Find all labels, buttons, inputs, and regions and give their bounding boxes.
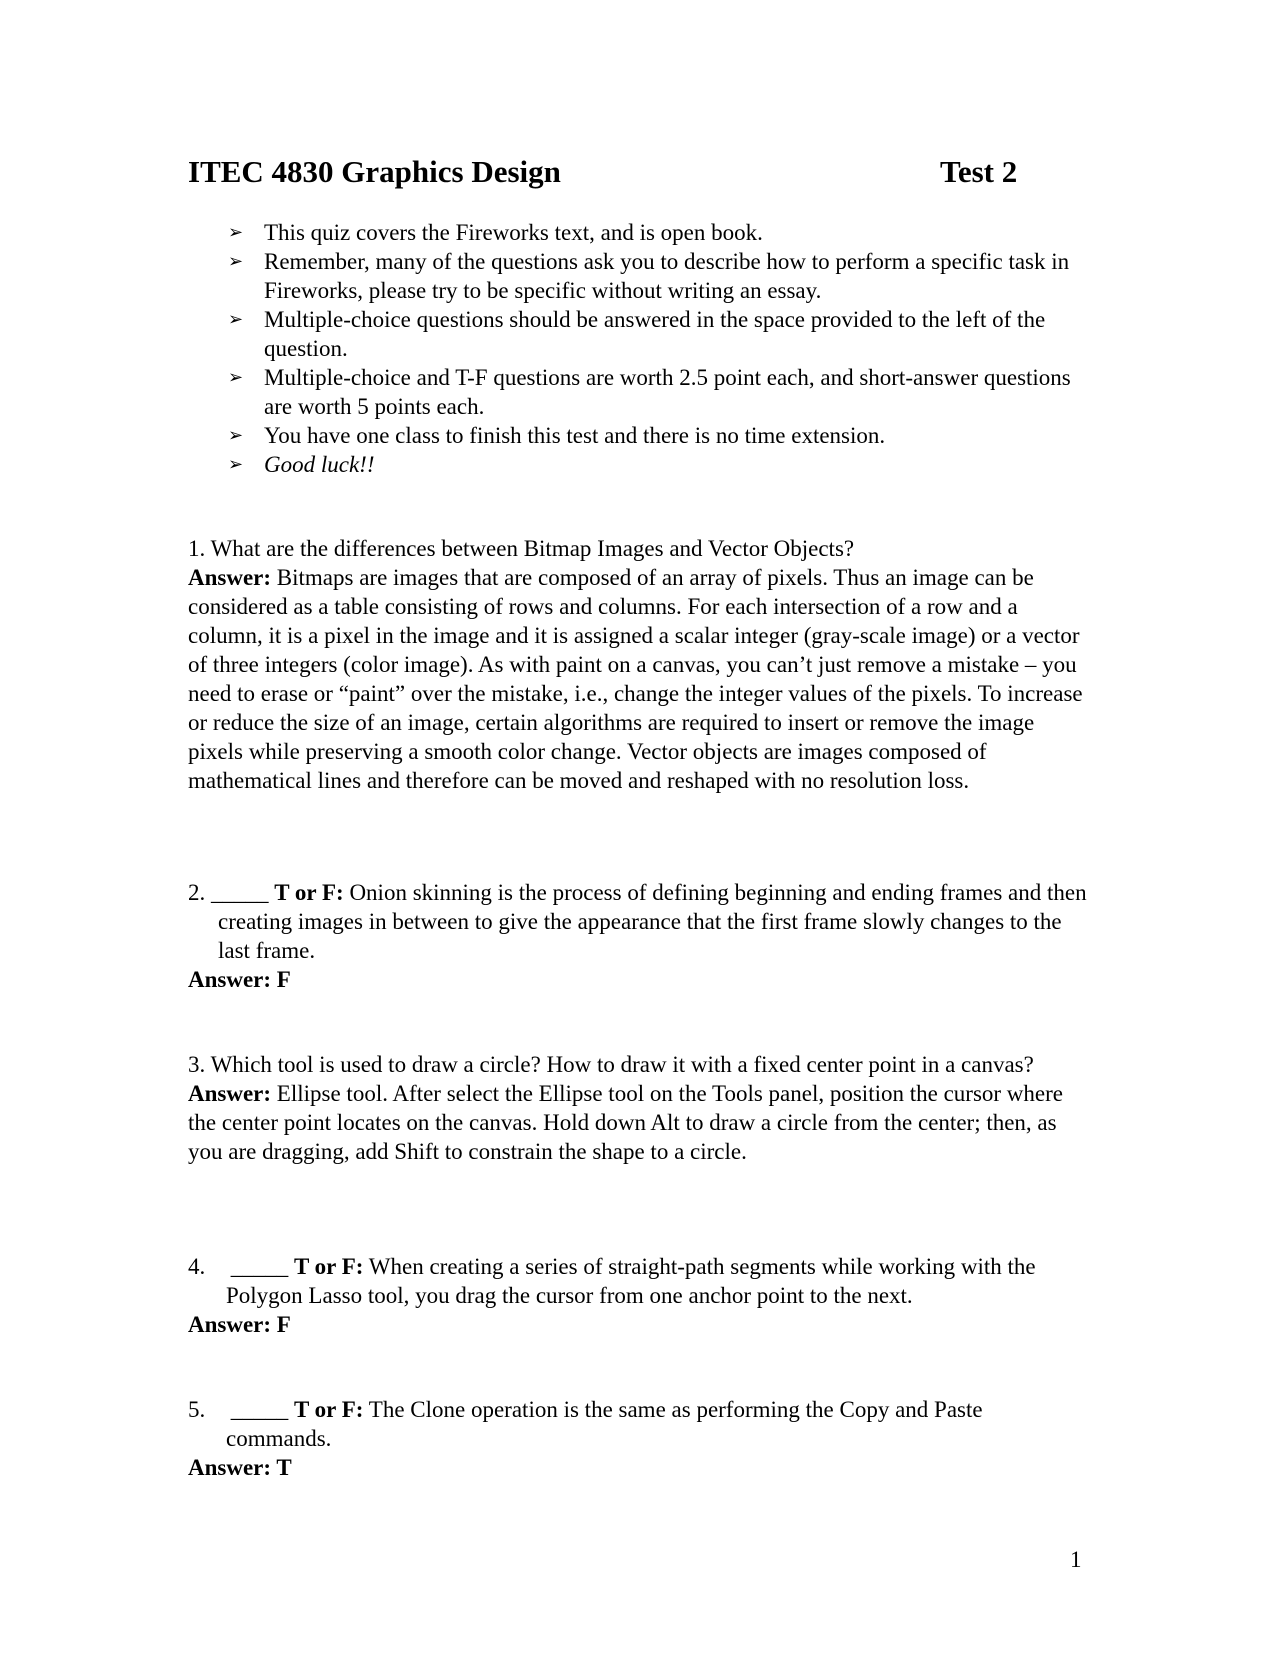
answer-label: Answer: F xyxy=(188,967,291,992)
list-item xyxy=(228,421,1088,450)
question-text: Onion skinning is the process of defining beginning and ending frames and then creating images in between to give the appearance that the first frame slowly changes to the last frame. xyxy=(218,880,1087,963)
question-type-label: T or F: xyxy=(274,880,344,905)
answer-text: Bitmaps are images that are composed of an array of pixels. Thus an image can be considered as a table consisting of rows and columns. For each intersection of a row and a column, it is a pixel in the image and it is assigned a scalar integer (gray-scale image) or a vector of three integers (color image). As with paint on a canvas, you can’t just remove a mistake – you need to erase or “paint” over the mistake, i.e., change the integer values of the pixels. To increase or reduce the size of an image, certain algorithms are required to insert or remove the image pixels while preserving a smooth color change. Vector objects are images composed of mathematical lines and therefore can be moved and reshaped with no resolution loss. xyxy=(188,565,1083,793)
list-item xyxy=(228,247,1088,305)
question-text: Which tool is used to draw a circle? How to draw it with a fixed center point in a canvas? xyxy=(210,1052,1034,1077)
question-5 xyxy=(188,1395,1088,1482)
answer-blank: _____ xyxy=(230,1254,289,1279)
course-title: ITEC 4830 Graphics Design xyxy=(188,154,561,189)
answer-blank: _____ xyxy=(230,1397,289,1422)
instruction-text: Multiple-choice and T-F questions are worth 2.5 point each, and short-answer questions are worth 5 points each. xyxy=(264,365,1071,419)
question-type-label: T or F: xyxy=(294,1254,364,1279)
answer-blank: _____ xyxy=(211,880,269,905)
arrow-bullet-icon: ➢ xyxy=(228,367,244,388)
answer-label: Answer: xyxy=(188,1081,272,1106)
question-text: What are the differences between Bitmap Images and Vector Objects? xyxy=(210,536,855,561)
question-2 xyxy=(188,878,1088,994)
page-title xyxy=(188,150,1028,194)
question-number: 2. xyxy=(188,880,206,905)
list-item xyxy=(228,305,1088,363)
question-prompt xyxy=(188,534,1088,563)
answer xyxy=(188,563,1088,795)
question-1 xyxy=(188,534,1088,795)
answer-label: Answer: F xyxy=(188,1312,291,1337)
question-number: 3. xyxy=(188,1052,206,1077)
question-text: When creating a series of straight-path segments while working with the Polygon Lasso tool, you drag the cursor from one anchor point to the next. xyxy=(226,1254,1036,1308)
answer-label: Answer: xyxy=(188,565,272,590)
question-text: The Clone operation is the same as performing the Copy and Paste commands. xyxy=(226,1397,983,1451)
instruction-text: You have one class to finish this test and there is no time extension. xyxy=(264,423,886,448)
question-3 xyxy=(188,1050,1088,1166)
instruction-text: Good luck!! xyxy=(264,452,375,477)
instruction-text: Multiple-choice questions should be answered in the space provided to the left of the question. xyxy=(264,307,1046,361)
arrow-bullet-icon: ➢ xyxy=(228,454,244,475)
instruction-text: Remember, many of the questions ask you to describe how to perform a specific task in Fireworks, please try to be specific without writing an essay. xyxy=(264,249,1070,303)
arrow-bullet-icon: ➢ xyxy=(228,251,244,272)
list-item xyxy=(228,218,1088,247)
arrow-bullet-icon: ➢ xyxy=(228,309,244,330)
answer-text: Ellipse tool. After select the Ellipse tool on the Tools panel, position the cursor where the center point locates on the canvas. Hold down Alt to draw a circle from the center; then, as you are dragging, add Shift to constrain the shape to a circle. xyxy=(188,1081,1063,1164)
page-number: 1 xyxy=(1070,1547,1082,1572)
question-number: 1. xyxy=(188,536,206,561)
question-prompt xyxy=(188,1252,1088,1310)
arrow-bullet-icon: ➢ xyxy=(228,222,244,243)
answer-label: Answer: T xyxy=(188,1455,292,1480)
question-type-label: T or F: xyxy=(294,1397,364,1422)
instructions-list xyxy=(228,218,1088,479)
instruction-text: This quiz covers the Fireworks text, and is open book. xyxy=(264,220,763,245)
list-item xyxy=(228,450,1088,479)
question-prompt xyxy=(188,1395,1088,1453)
question-4 xyxy=(188,1252,1088,1339)
arrow-bullet-icon: ➢ xyxy=(228,425,244,446)
question-prompt xyxy=(188,878,1088,965)
question-number: 5. xyxy=(188,1397,206,1422)
question-number: 4. xyxy=(188,1254,206,1279)
answer xyxy=(188,1079,1088,1166)
test-label: Test 2 xyxy=(940,154,1018,189)
question-prompt xyxy=(188,1050,1088,1079)
list-item xyxy=(228,363,1088,421)
